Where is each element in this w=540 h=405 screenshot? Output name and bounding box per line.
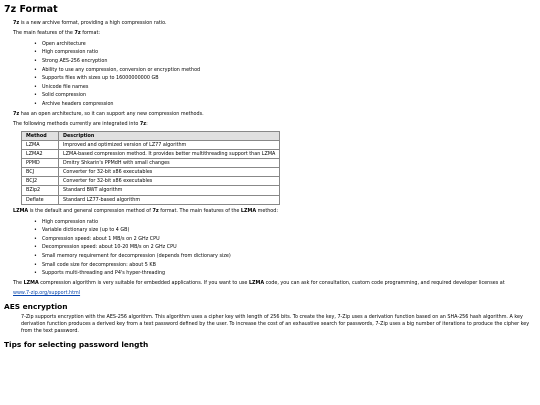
tips-heading: Tips for selecting password length [4, 339, 149, 349]
table-row [22, 140, 280, 149]
features-heading: The main features of the 7z format: [13, 29, 100, 36]
method-cell: PPMD [22, 159, 59, 168]
lzma-intro [13, 208, 535, 215]
lzma-intro-text: is the default and general compression method of [28, 207, 153, 214]
list-item: • Variable dictionary size (up to 4 GB) [42, 226, 535, 235]
table-header-row [22, 131, 280, 140]
aes-paragraph: 7-Zip supports encryption with the AES-256 algorithm. This algorithm uses a cipher key with length of 256 bits. To create the key, 7-Zip uses a derivation function based on an SHA-256 hash algorithm. A key derivation function produces a derived key from a text password defined by the user. To increase the cost of an exhaustive search for passwords, 7-Zip uses a big number of iterations to produce the cipher key from the text password. [21, 313, 530, 335]
features-heading-bold: 7z [74, 29, 81, 36]
page-title: 7z Format [4, 4, 58, 15]
description-cell: Standard LZ77-based algorithm [59, 195, 280, 204]
list-item: • Small code size for decompression: about 5 KB [42, 261, 535, 270]
column-header-method: Method [22, 131, 59, 140]
lzma-features-list [4, 218, 535, 278]
list-item: • Compression speed: about 1 MB/s on 2 GHz CPU [42, 235, 535, 244]
list-item: • Solid compression [42, 91, 535, 100]
method-cell: LZMA2 [22, 150, 59, 159]
table-row [22, 168, 280, 177]
description-cell: Converter for 32-bit x86 executables [59, 177, 280, 186]
description-cell: Improved and optimized version of LZ77 algorithm [59, 140, 280, 149]
table-row [22, 195, 280, 204]
method-cell: BZip2 [22, 186, 59, 195]
list-item: • Open architecture [42, 40, 535, 49]
aes-heading: AES encryption [4, 301, 68, 311]
method-cell: BCJ2 [22, 177, 59, 186]
arch-text: has an open architecture, so it can support any new compression methods. [19, 111, 204, 118]
lzma-bold: LZMA [248, 280, 265, 287]
list-item: • Strong AES-256 encryption [42, 57, 535, 66]
table-row [22, 186, 280, 195]
support-link[interactable]: www.7-zip.org/support.html [13, 290, 81, 297]
description-cell: Dmitry Shkarin's PPMdH with small changes [59, 159, 280, 168]
features-list [4, 40, 535, 109]
description-cell: Converter for 32-bit x86 executables [59, 168, 280, 177]
list-item: • Ability to use any compression, conversion or encryption method [42, 66, 535, 75]
lzma-intro-text: method: [256, 207, 278, 214]
list-item: • Unicode file names [42, 83, 535, 92]
lzma-bold: LZMA [23, 280, 39, 287]
description-cell: Standard BWT algorithm [59, 186, 280, 195]
list-item: • Supports multi-threading and P4's hyper-threading [42, 269, 535, 278]
embedded-text: The [13, 280, 24, 287]
embedded-text: compression algorithm is very suitable for embedded applications. If you want to use [38, 280, 249, 287]
intro-bold: 7z [13, 20, 20, 26]
lzma-bold: LZMA [13, 207, 29, 214]
lzma-bold: LZMA [240, 207, 257, 214]
format-bold: 7z [152, 207, 159, 214]
table-row [22, 159, 280, 168]
list-item: • Supports files with sizes up to 16000000000 GB [42, 74, 535, 83]
method-cell: LZMA [22, 140, 59, 149]
intro-text: is a new archive format, providing a high compression ratio. [19, 20, 167, 26]
list-item: • Small memory requirement for decompression (depends from dictionary size) [42, 252, 535, 261]
lzma-embedded-paragraph [13, 280, 535, 287]
table-row [22, 150, 280, 159]
list-item: • High compression ratio [42, 218, 535, 227]
method-cell: Deflate [22, 195, 59, 204]
method-cell: BCJ [22, 168, 59, 177]
list-item: • High compression ratio [42, 48, 535, 57]
support-link-paragraph [13, 290, 535, 297]
table-row [22, 177, 280, 186]
embedded-text: code, you can ask for consultation, custom code programming, and required developer licenses at [264, 280, 505, 287]
description-cell: LZMA-based compression method. It provides better multithreading support than LZMA [59, 150, 280, 159]
column-header-description: Description [59, 131, 280, 140]
list-item: • Decompression speed: about 10-20 MB/s on 2 GHz CPU [42, 243, 535, 252]
arch-bold: 7z [13, 111, 20, 118]
methods-intro-bold: 7z [139, 120, 147, 127]
architecture-paragraph [13, 111, 535, 118]
methods-intro: The following methods currently are integrated into 7z: [13, 120, 148, 127]
intro-paragraph [13, 20, 535, 27]
list-item: • Archive headers compression [42, 100, 535, 109]
methods-table [21, 131, 280, 205]
lzma-intro-text: format. The main features of the [158, 207, 241, 214]
